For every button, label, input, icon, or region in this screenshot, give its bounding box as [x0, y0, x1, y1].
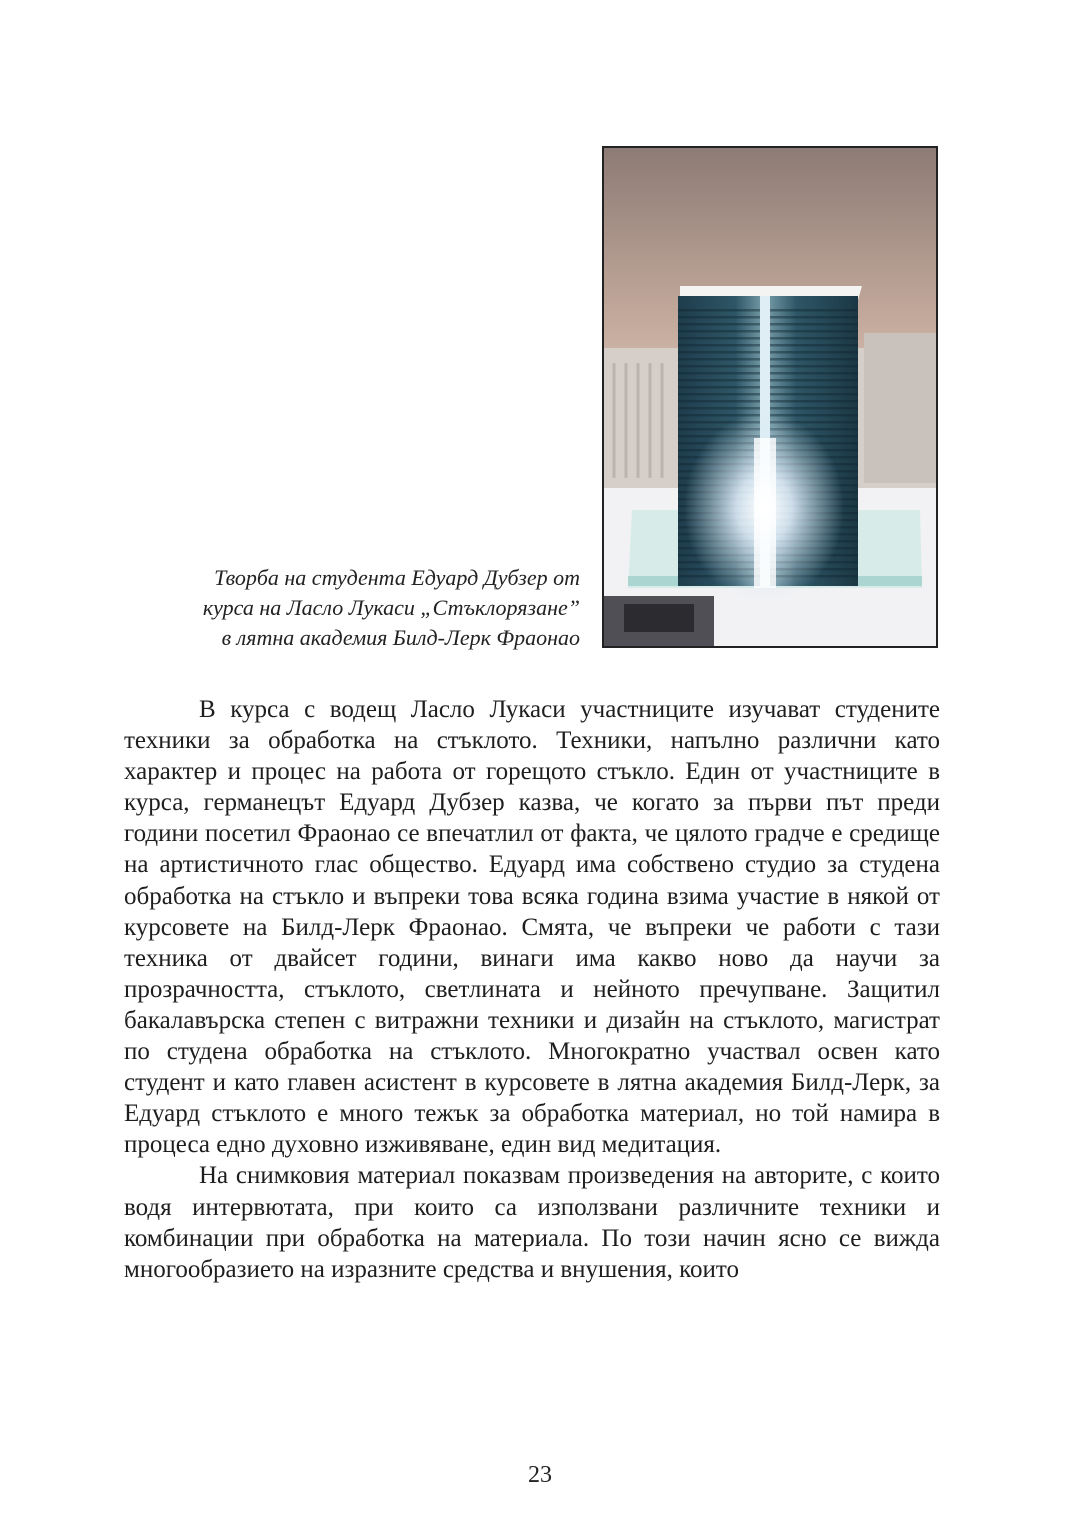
- artwork-photo: [602, 146, 938, 648]
- glass-sculpture-image: [604, 148, 936, 646]
- caption-line: в лятна академия Билд-Лерк Фраонао: [221, 625, 580, 650]
- page-number: 23: [528, 1462, 552, 1488]
- caption-line: Творба на студента Едуард Дубзер от: [214, 565, 580, 590]
- body-text: [124, 694, 940, 1285]
- paragraph: На снимковия материал показвам произведения на авторите, с които водя интервютата, при които са използвани различните техники и комбинации при обработка на материала. По този начин ясно се вижда многообразието на изразните средства и внушения, които: [124, 1162, 940, 1283]
- paragraph: В курса с водещ Ласло Лукаси участниците изучават студените техники за обработка на стъклото. Техники, напълно различни като характер и процес на работа от горещото стъкло. Един от участниците в курса, германецът Едуард Дубзер казва, че когато за първи път преди години посетил Фраонао се впечатлил от факта, че цялото градче е средище на артистичното глас общество. Едуард има собствено студио за студена обработка на стъкло и въпреки това всяка година взима участие в някой от курсовете на Билд-Лерк Фраонао. Смята, че въпреки че работи с тази техника от двайсет години, винаги има какво ново да научи за прозрачността, стъклото, светлината и нейното пречупване. Защитил бакалавърска степен с витражни техники и дизайн на стъклото, магистрат по студена обработка на стъклото. Многократно участвал освен като студент и като главен асистент в курсовете в лятна академия Билд-Лерк, за Едуард стъклото е много тежък за обработка материал, но той намира в процеса едно духовно изживяване, един вид медитация.: [124, 696, 940, 1159]
- caption-line: курса на Ласло Лукаси „Стъклорязане”: [202, 595, 580, 620]
- figure-caption: [130, 563, 580, 653]
